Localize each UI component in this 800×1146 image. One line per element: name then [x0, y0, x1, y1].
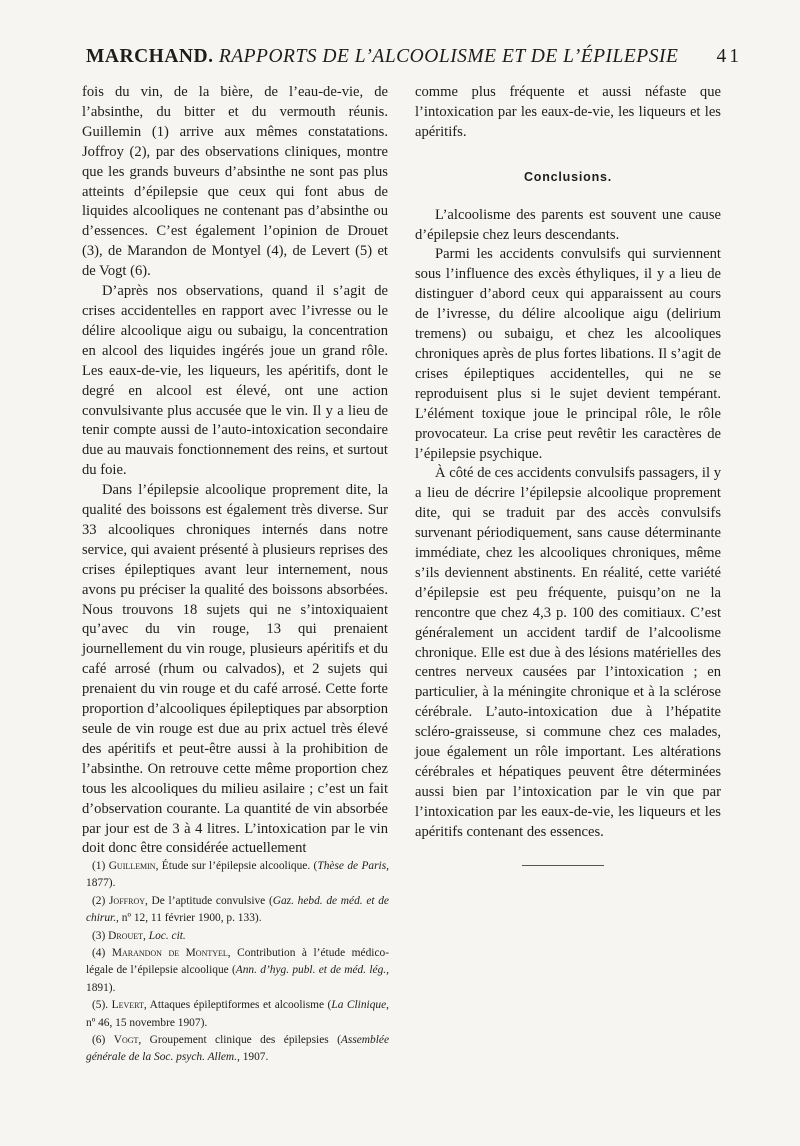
header-text	[86, 46, 678, 68]
footnote-text: nº 46, 15 novembre 1907).	[86, 1016, 208, 1029]
right-column	[415, 83, 721, 843]
footnote-number: (6)	[92, 1034, 106, 1047]
left-column	[82, 83, 388, 859]
footnote-number: (1)	[92, 860, 106, 872]
page-number: 41	[716, 46, 742, 67]
footnote-author: Levert,	[111, 999, 147, 1012]
footnote	[86, 928, 389, 945]
footnote-source: Ann. d’hyg. publ. et de méd. lég.,	[235, 964, 389, 977]
footnote-number: (3)	[92, 929, 106, 942]
footnote-text: Groupement clinique des épilepsies (	[141, 1034, 341, 1047]
footnote	[86, 858, 389, 893]
running-header	[86, 46, 742, 68]
footnote-text: Attaques épileptiformes et alcoolisme (	[146, 999, 332, 1012]
footnote-number: (5).	[92, 999, 109, 1012]
footnote-source: La Clinique,	[331, 999, 389, 1012]
header-author: MARCHAND.	[86, 46, 214, 67]
footnote-source: Gaz. hebd. de méd. et de chirur.,	[86, 894, 389, 925]
footnote-author: Drouet,	[108, 929, 146, 942]
footnote	[86, 1032, 389, 1067]
separator-rule	[522, 865, 604, 866]
footnote-source: Loc. cit.	[148, 929, 186, 942]
footnote-author: Guillemin,	[108, 860, 159, 872]
paragraph: Parmi les accidents convulsifs qui surviennent sous l’influence des excès éthyliques, il y a lieu de distinguer d’abord ceux qui apparaissent au cours de l’ivresse, du délire alcoolique aigu (delirium tremens) ou subaigu, et chez les alcooliques chroniques après de plus fortes libations. Il s’agit de crises épileptiques accidentelles, qui ne se reproduisent plus si le sujet devient tempérant. L’élément toxique joue le principal rôle, le rôle provocateur. La crise peut revêtir les caractères de l’épilepsie psychique.	[415, 246, 721, 462]
footnote	[86, 893, 389, 928]
section-heading: Conclusions.	[523, 169, 613, 184]
footnote	[86, 997, 389, 1032]
footnote-text: De l’aptitude convulsive (	[147, 894, 273, 907]
footnote-text: 1907.	[239, 1051, 269, 1064]
footnote-text: 1891).	[86, 981, 116, 994]
paragraph: comme plus fréquente et aussi néfaste que l’intoxication par les eaux-de-vie, les liqueurs et les apéritifs.	[415, 84, 721, 140]
paragraph: Dans l’épilepsie alcoolique proprement dite, la qualité des boissons est également très diverse. Sur 33 alcooliques chroniques internés dans notre service, qui avaient présenté à plusieurs reprises des crises épileptiques avant leur internement, nous avons pu préciser la qualité des boissons absorbées. Nous trouvons 18 sujets qui ne s’intoxiquaient qu’avec du vin rouge, 13 qui prenaient journellement du vin rouge, plusieurs apéritifs et du café arrosé (rhum ou calvados), et 2 sujets qui prenaient du vin rouge et du café arrosé. Cette forte proportion d’alcooliques épileptiques par absorption seule de vin rouge est due au prix actuel très élevé des apéritifs et peut-être aussi à la prohibition de l’absinthe. On retrouve cette même proportion chez tous les alcooliques du milieu asilaire ; c’est un fait d’observation courante. La quantité de vin absorbée par jour est de 3 à 4 litres. L’intoxication par le vin doit donc être considérée actuellement	[82, 482, 388, 857]
footnote-author: Vogt,	[113, 1034, 142, 1047]
footnote-source: Thèse de Paris,	[317, 860, 389, 872]
footnote-author: Joffroy,	[109, 894, 148, 907]
footnotes	[86, 858, 389, 1067]
paragraph: L’alcoolisme des parents est souvent une cause d’épilepsie chez leurs descendants.	[415, 206, 721, 243]
footnote-number: (2)	[92, 894, 106, 907]
footnote-text: Contribution à l’étude médico-légale de l’épilepsie alcoolique (	[86, 947, 389, 977]
footnote-author: Marandon de Montyel,	[111, 947, 231, 960]
footnote	[86, 945, 389, 997]
footnote-number: (4)	[92, 947, 106, 960]
header-title: RAPPORTS DE L’ALCOOLISME ET DE L’ÉPILEPSIE	[218, 46, 679, 67]
footnote-text: Étude sur l’épilepsie alcoolique. (	[158, 860, 318, 872]
paragraph: D’après nos observations, quand il s’agit de crises accidentelles en rapport avec l’ivresse ou le délire alcoolique aigu ou subaigu, la concentration en alcool des liquides ingérés joue un grand rôle. Les eaux-de-vie, les liqueurs, les apéritifs, dont le degré en alcool est élevé, ont une action convulsivante plus accusée que le vin. Il y a lieu de tenir compte aussi de l’auto-intoxication secondaire due au mauvais fonctionnement des reins, et surtout du foie.	[82, 283, 388, 479]
paragraph: À côté de ces accidents convulsifs passagers, il y a lieu de décrire l’épilepsie alcoolique proprement dite, qui se traduit par des accès convulsifs survenant périodiquement, sans cause déterminante immédiate, chez les alcooliques chroniques, même s’ils deviennent abstinents. En réalité, cette variété d’épilepsie est peu fréquente, puisqu’on ne la rencontre que chez 4,3 p. 100 des comitiaux. C’est généralement un accident tardif de l’alcoolisme chronique. Elle est due à des lésions matérielles des centres nerveux causées par l’intoxication ; en particulier, à la méningite chronique et à la sclérose cérébrale. L’auto-intoxication due à l’hépatite scléro-graisseuse, si commune chez ces malades, joue également un rôle important. Les altérations cérébrales et hépatiques peuvent être déterminées aussi bien par l’intoxication par le vin que par l’intoxication par les eaux-de-vie, les liqueurs et les apéritifs contenant des essences.	[415, 465, 721, 840]
footnote-text: 1877).	[86, 877, 116, 890]
footnote-text: nº 12, 11 février 1900, p. 133).	[118, 912, 262, 925]
paragraph: fois du vin, de la bière, de l’eau-de-vie, de l’absinthe, du bitter et du vermouth réunis. Guillemin (1) arrive aux mêmes constatations. Joffroy (2), par des observations cliniques, montre que les grands buveurs d’absinthe ne sont pas plus atteints d’épilepsie que ceux qui font abus de liquides alcooliques ne contenant pas d’absinthe ou d’essences. C’est également l’opinion de Drouet (3), de Marandon de Montyel (4), de Levert (5) et de Vogt (6).	[82, 84, 388, 280]
footnote-source: Assemblée générale de la Soc. psych. Allem.,	[86, 1034, 389, 1064]
